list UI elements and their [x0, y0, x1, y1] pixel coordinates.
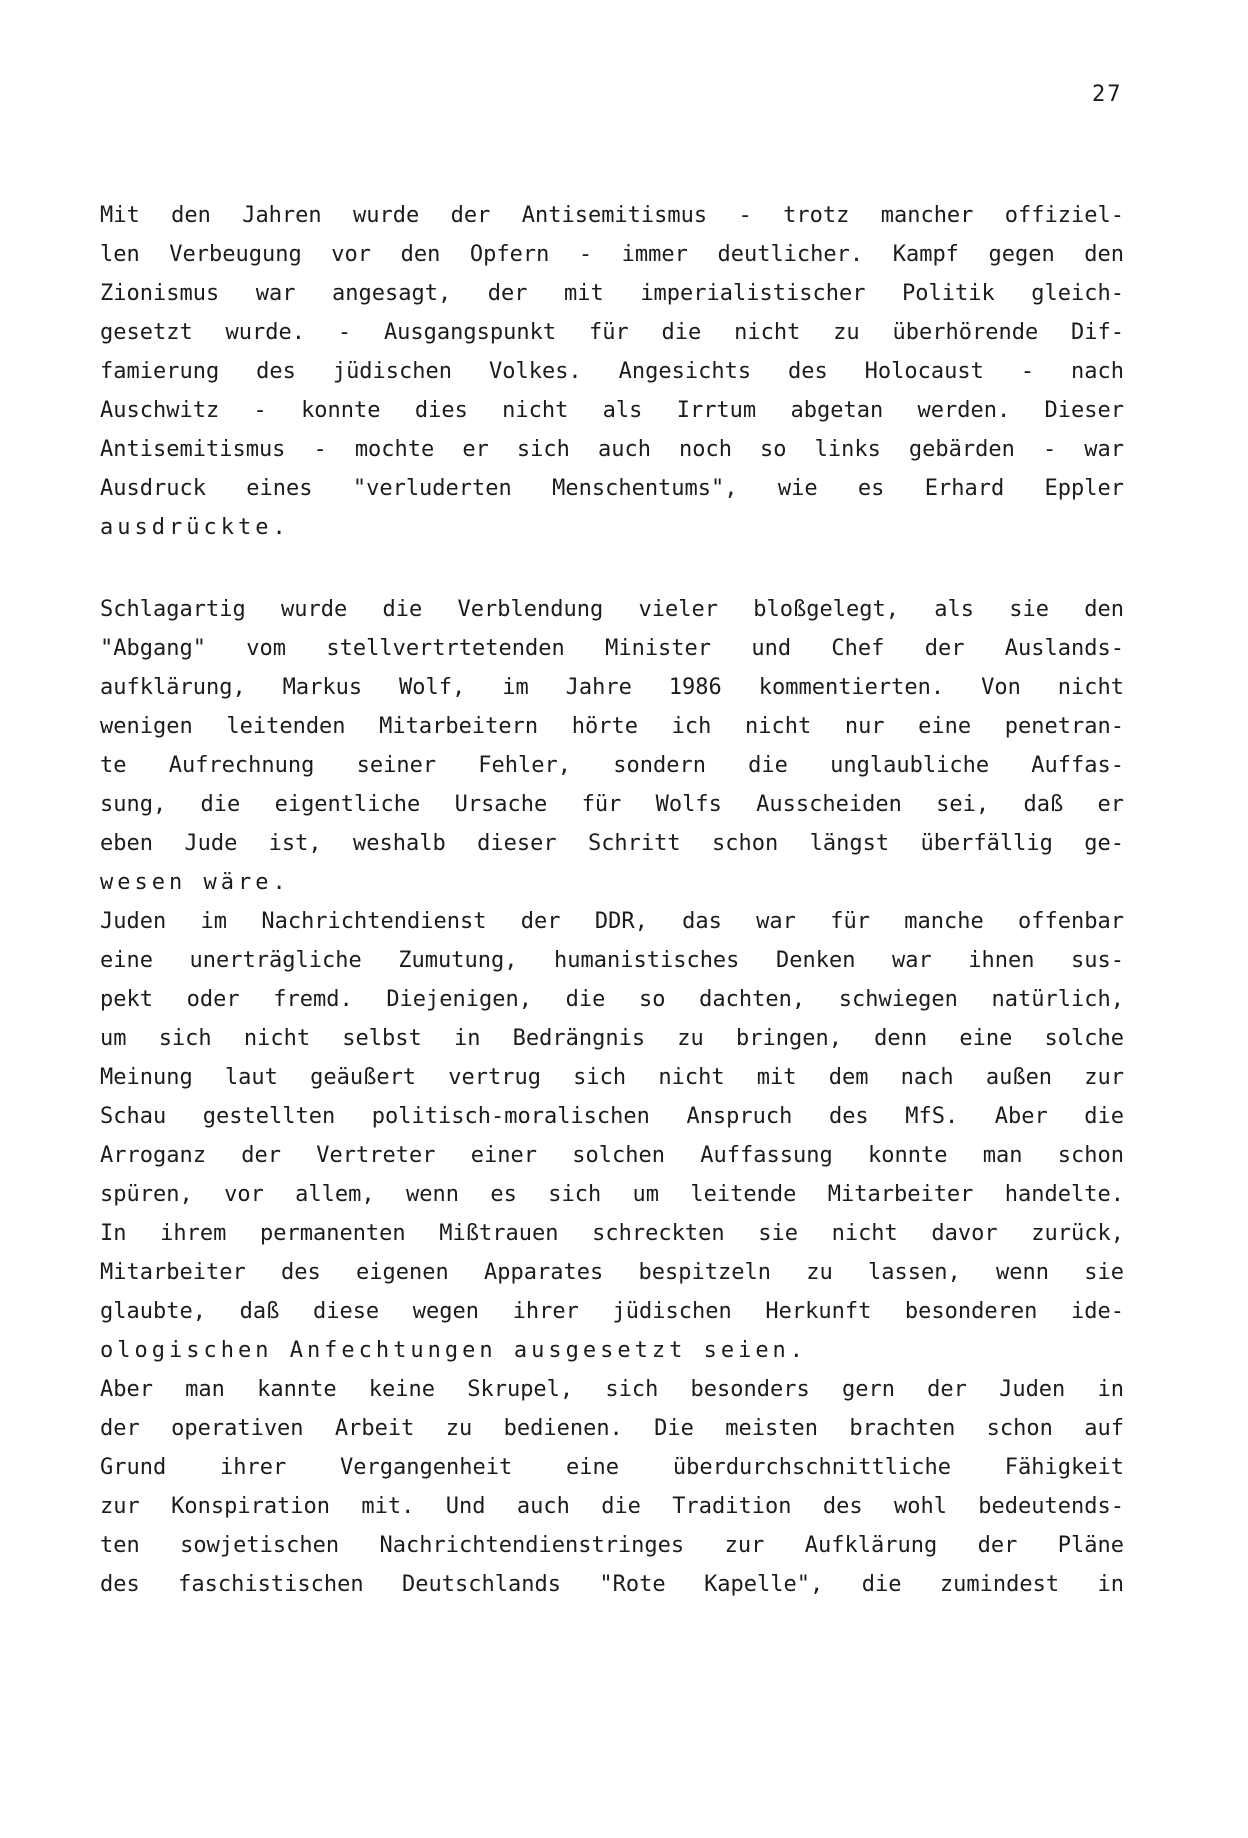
text-line: der operativen Arbeit zu bedienen. Die meisten brachten schon auf: [100, 1416, 1124, 1441]
text-line: Schau gestellten politisch-moralischen Anspruch des MfS. Aber die: [100, 1104, 1124, 1129]
text-line: pekt oder fremd. Diejenigen, die so dachten, schwiegen natürlich,: [100, 987, 1124, 1012]
text-line: gesetzt wurde. - Ausgangspunkt für die nicht zu überhörende Dif-: [100, 320, 1124, 345]
text-line: eben Jude ist, weshalb dieser Schritt schon längst überfällig ge-: [100, 831, 1124, 856]
text-line: spüren, vor allem, wenn es sich um leitende Mitarbeiter handelte.: [100, 1182, 1124, 1207]
text-line: des faschistischen Deutschlands "Rote Kapelle", die zumindest in: [100, 1572, 1124, 1597]
text-line: Schlagartig wurde die Verblendung vieler bloßgelegt, als sie den: [100, 597, 1124, 622]
text-line: zur Konspiration mit. Und auch die Tradition des wohl bedeutends-: [100, 1494, 1124, 1519]
text-line: In ihrem permanenten Mißtrauen schreckten sie nicht davor zurück,: [100, 1221, 1124, 1246]
text-line: "Abgang" vom stellvertrtetenden Minister und Chef der Auslands-: [100, 636, 1124, 661]
text-line: Zionismus war angesagt, der mit imperialistischer Politik gleich-: [100, 281, 1124, 306]
text-line: wesen wäre.: [100, 870, 290, 895]
text-line: ologischen Anfechtungen ausgesetzt seien.: [100, 1338, 808, 1363]
text-line: Antisemitismus - mochte er sich auch noch so links gebärden - war: [100, 437, 1124, 462]
text-line: Meinung laut geäußert vertrug sich nicht mit dem nach außen zur: [100, 1065, 1124, 1090]
paragraph-2: [100, 590, 1124, 1604]
text-line: Aber man kannte keine Skrupel, sich besonders gern der Juden in: [100, 1377, 1124, 1402]
text-line: ten sowjetischen Nachrichtendienstringes zur Aufklärung der Pläne: [100, 1533, 1124, 1558]
text-line: sung, die eigentliche Ursache für Wolfs Ausscheiden sei, daß er: [100, 792, 1124, 817]
text-line: glaubte, daß diese wegen ihrer jüdischen Herkunft besonderen ide-: [100, 1299, 1124, 1324]
paragraph-1: [100, 196, 1124, 547]
page-number: 27: [1092, 82, 1123, 107]
text-line: Mit den Jahren wurde der Antisemitismus - trotz mancher offiziel-: [100, 203, 1124, 228]
text-line: Auschwitz - konnte dies nicht als Irrtum abgetan werden. Dieser: [100, 398, 1124, 423]
text-line: wenigen leitenden Mitarbeitern hörte ich nicht nur eine penetran-: [100, 714, 1124, 739]
text-line: famierung des jüdischen Volkes. Angesichts des Holocaust - nach: [100, 359, 1124, 384]
text-line: aufklärung, Markus Wolf, im Jahre 1986 kommentierten. Von nicht: [100, 675, 1124, 700]
text-line: Mitarbeiter des eigenen Apparates bespitzeln zu lassen, wenn sie: [100, 1260, 1124, 1285]
text-line: um sich nicht selbst in Bedrängnis zu bringen, denn eine solche: [100, 1026, 1124, 1051]
text-line: Ausdruck eines "verluderten Menschentums", wie es Erhard Eppler: [100, 476, 1124, 501]
text-line: Juden im Nachrichtendienst der DDR, das war für manche offenbar: [100, 909, 1124, 934]
text-line: Grund ihrer Vergangenheit eine überdurchschnittliche Fähigkeit: [100, 1455, 1124, 1480]
text-line: len Verbeugung vor den Opfern - immer deutlicher. Kampf gegen den: [100, 242, 1124, 267]
text-line: Arroganz der Vertreter einer solchen Auffassung konnte man schon: [100, 1143, 1124, 1168]
text-line: ausdrückte.: [100, 515, 290, 540]
text-line: eine unerträgliche Zumutung, humanistisches Denken war ihnen sus-: [100, 948, 1124, 973]
text-line: te Aufrechnung seiner Fehler, sondern die unglaubliche Auffas-: [100, 753, 1124, 778]
